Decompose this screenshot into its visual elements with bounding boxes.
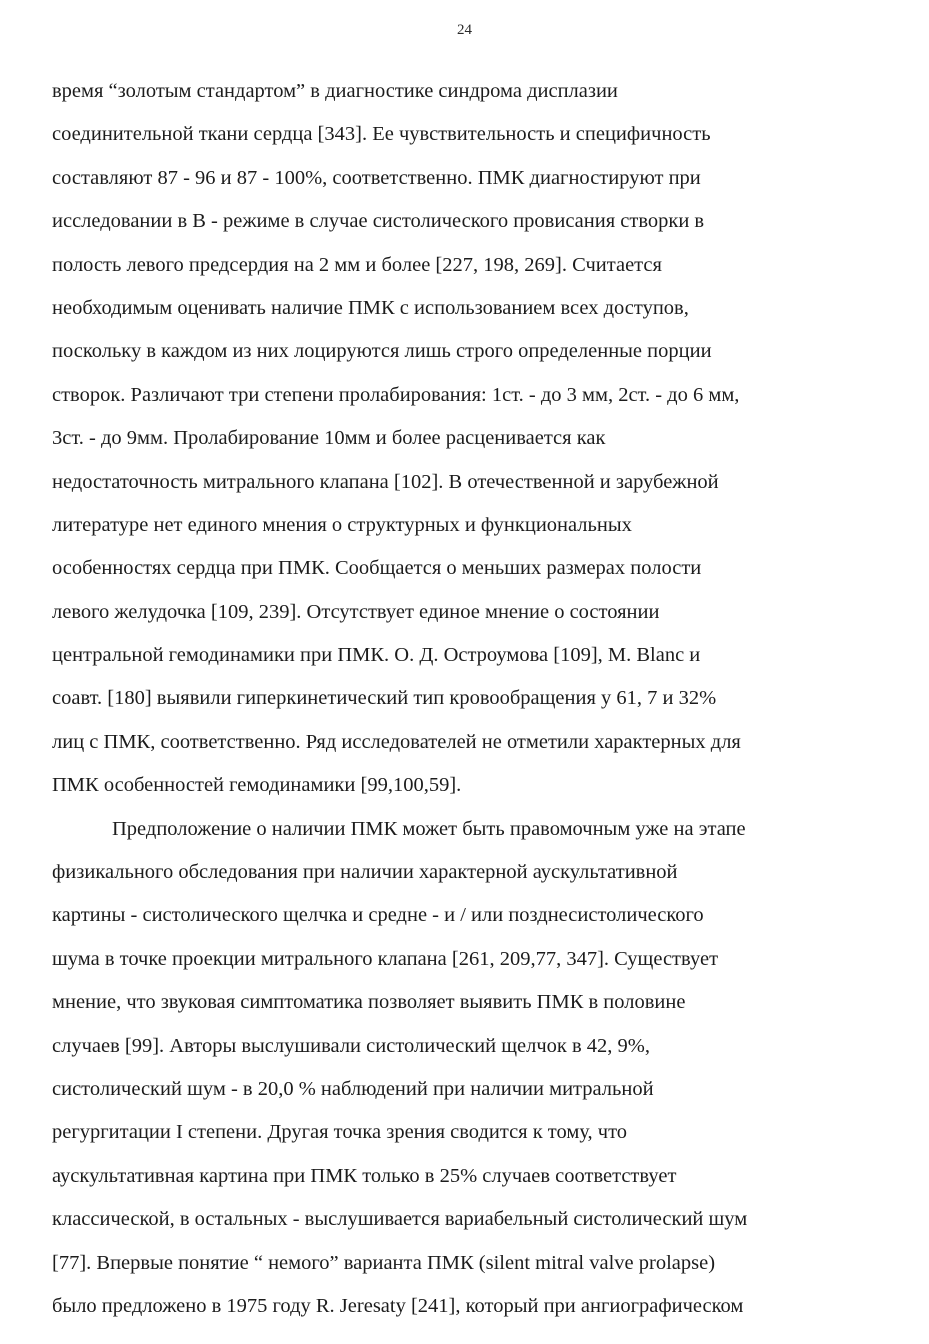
paragraph-1	[52, 70, 892, 808]
text-line: аускультативная картина при ПМК только в 25% случаев соответствует	[52, 1164, 677, 1187]
text-line: левого желудочка [109, 239]. Отсутствует единое мнение о состоянии	[52, 600, 660, 623]
text-line: случаев [99]. Авторы выслушивали систолический щелчок в 42, 9%,	[52, 1034, 651, 1057]
text-line: особенностях сердца при ПМК. Сообщается о меньших размерах полости	[52, 557, 702, 580]
text-line: классической, в остальных - выслушивается вариабельный систолический шум	[52, 1208, 748, 1231]
text-line: мнение, что звуковая симптоматика позволяет выявить ПМК в половине	[52, 991, 686, 1014]
paragraph-2	[52, 808, 892, 1329]
text-line: регургитации I степени. Другая точка зрения сводится к тому, что	[52, 1121, 628, 1144]
text-line: было предложено в 1975 году R. Jeresaty [241], который при ангиографическом	[52, 1294, 744, 1317]
text-line: исследовании в В - режиме в случае систолического провисания створки в	[52, 210, 705, 233]
text-line: 3ст. - до 9мм. Пролабирование 10мм и более расценивается как	[52, 427, 606, 450]
text-line: центральной гемодинамики при ПМК. О. Д. Остроумова [109], M. Blanc и	[52, 644, 701, 667]
text-line: шума в точке проекции митрального клапана [261, 209,77, 347]. Существует	[52, 947, 719, 970]
text-line: [77]. Впервые понятие “ немого” варианта ПМК (silent mitral valve prolapse)	[52, 1251, 716, 1274]
text-line: картины - систолического щелчка и средне - и / или позднесистолического	[52, 904, 704, 927]
text-line: створок. Различают три степени пролабирования: 1ст. - до 3 мм, 2ст. - до 6 мм,	[52, 383, 740, 406]
body-text	[52, 70, 892, 1328]
text-line: физикального обследования при наличии характерной аускультативной	[52, 861, 678, 884]
page-number: 24	[457, 22, 472, 38]
text-line-indented: Предположение о наличии ПМК может быть правомочным уже на этапе	[112, 817, 746, 840]
text-line: время “золотым стандартом” в диагностике синдрома дисплазии	[52, 80, 618, 102]
text-line: систолический шум - в 20,0 % наблюдений при наличии митральной	[52, 1077, 654, 1100]
text-line: соавт. [180] выявили гиперкинетический тип кровообращения у 61, 7 и 32%	[52, 687, 717, 710]
text-line: соединительной ткани сердца [343]. Ее чувствительность и специфичность	[52, 123, 711, 146]
text-line: недостаточность митрального клапана [102]. В отечественной и зарубежной	[52, 470, 719, 493]
text-line: лиц с ПМК, соответственно. Ряд исследователей не отметили характерных для	[52, 730, 741, 753]
text-line: составляют 87 - 96 и 87 - 100%, соответственно. ПМК диагностируют при	[52, 166, 701, 189]
text-line: полость левого предсердия на 2 мм и более [227, 198, 269]. Считается	[52, 253, 662, 276]
text-line: необходимым оценивать наличие ПМК с использованием всех доступов,	[52, 296, 689, 319]
text-line: литературе нет единого мнения о структурных и функциональных	[52, 513, 632, 536]
text-line: ПМК особенностей гемодинамики [99,100,59].	[52, 774, 462, 797]
text-line: поскольку в каждом из них лоцируются лишь строго определенные порции	[52, 340, 712, 363]
